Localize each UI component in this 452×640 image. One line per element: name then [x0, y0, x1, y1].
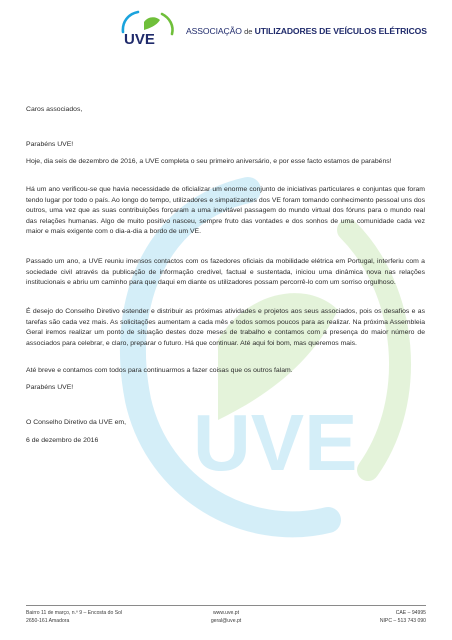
org-full-name: UTILIZADORES DE VEÍCULOS ELÉTRICOS — [254, 26, 427, 36]
paragraph-6: Até breve e contamos com todos para continuarmos a fazer coisas que os outros falam. — [26, 367, 293, 374]
uve-logo-icon — [118, 8, 180, 48]
org-de: de — [244, 27, 253, 36]
footer-address — [26, 609, 122, 625]
org-prefix: ASSOCIAÇÃO — [186, 26, 242, 36]
footer-address-line-1: Bairro 11 de março, n.º 9 – Encosta do Sol — [26, 610, 123, 616]
svg-text:UVE: UVE — [193, 398, 358, 487]
paragraph-2: Hoje, dia seis de dezembro de 2016, a UVE completa o seu primeiro aniversário, e por esse facto estamos de parabéns! — [26, 158, 392, 165]
logo-wordmark: UVE — [124, 31, 155, 48]
footer-nipc: NIPC – 513 743 090 — [379, 618, 426, 624]
footer-address-line-2: 2650-161 Amadora — [26, 618, 70, 624]
footer-contacts — [196, 609, 256, 625]
paragraph-7: Parabéns UVE! — [26, 384, 74, 391]
paragraph-5: É desejo do Conselho Diretivo estender e distribuir as próximas atividades e projetos aos seus associados, pois os desafios e as tarefas são cada vez mais. As solicitações aumentam a cada mês e todos somos poucos para as realizar. Na próxima Assembleia Geral iremos realizar um ponto de situação destes doze meses de trabalho e contamos com a presença do maior número de associados para celebrar, e claro, preparar o futuro. Há que continuar. Até aqui foi bom, mas queremos mais. — [26, 308, 425, 347]
paragraph-4: Passado um ano, a UVE reuniu imensos contactos com os fazedores oficiais da mobilidade elétrica em Portugal, interferiu com a sociedade civil através da publicação de informação credível, factual e sustentada, iniciou uma dinâmica nova nas relações institucionais e abriu um caminho para que daqui em diante os utilizadores possam percorrê-lo com um sorriso orgulhoso. — [26, 258, 425, 286]
footer-divider — [26, 605, 426, 606]
paragraph-1: Parabéns UVE! — [26, 141, 74, 148]
letter-date: 6 de dezembro de 2016 — [26, 437, 99, 444]
salutation: Caros associados, — [26, 106, 83, 113]
footer-cae: CAE – 94995 — [395, 610, 426, 616]
letterhead — [118, 8, 438, 48]
paragraph-3: Há um ano verificou-se que havia necessidade de oficializar um enorme conjunto de iniciativas particulares e conjuntas que foram tendo lugar por todo o país. Ao longo do tempo, utilizadores e simpatizantes dos VE foram tomando conhecimento pessoal uns dos outros, uma vez que as suas contribuições forçaram a uma inevitável passagem do mundo virtual dos fóruns para o mundo real das relações humanas. Algo de muito positivo nasceu, sempre fruto das vontades e dos sonhos de uma comunidade cada vez maior e mais exigente com o dia-a-dia a bordo de um VE. — [26, 186, 425, 235]
footer-registration — [346, 609, 426, 625]
footer-website[interactable]: www.uve.pt — [212, 610, 240, 616]
signature-line: O Conselho Diretivo da UVE em, — [26, 419, 127, 426]
organization-name — [186, 26, 427, 36]
footer-email[interactable]: geral@uve.pt — [210, 618, 242, 624]
